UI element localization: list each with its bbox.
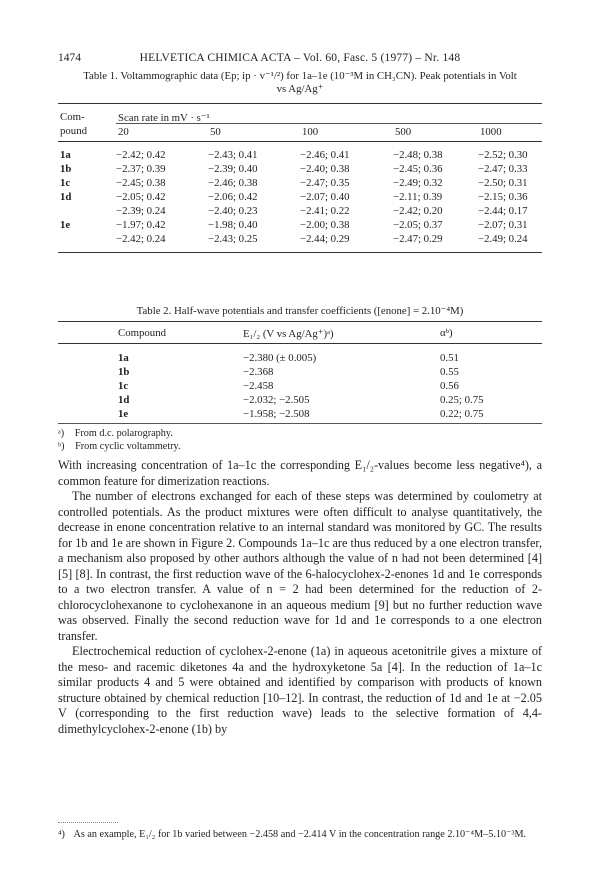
table1-cell: −2.39; 0.24 bbox=[116, 205, 166, 217]
table2-body-rule bbox=[58, 423, 542, 424]
table1-cell: −2.46; 0.38 bbox=[208, 177, 258, 189]
table1-cell: −2.44; 0.17 bbox=[478, 205, 528, 217]
table1-cell: −2.42; 0.42 bbox=[116, 149, 166, 161]
table2-compound-1a: 1a bbox=[118, 352, 129, 364]
page-number: 1474 bbox=[58, 52, 81, 64]
table1-caption bbox=[58, 70, 542, 96]
table2-e12: −2.032; −2.505 bbox=[243, 394, 310, 406]
table2-compound-1c: 1c bbox=[118, 380, 129, 392]
table1-cell: −2.42; 0.20 bbox=[393, 205, 443, 217]
footnote-text: From d.c. polarography. bbox=[74, 428, 173, 439]
table2-alpha: 0.55 bbox=[440, 366, 459, 378]
table2-footnote-a bbox=[58, 428, 173, 439]
table1-compound-1c: 1c bbox=[60, 177, 71, 189]
table2-header-rule bbox=[58, 343, 542, 344]
table1-cell: −2.07; 0.40 bbox=[300, 191, 350, 203]
table2-e12: −2.380 (± 0.005) bbox=[243, 352, 317, 364]
table1-compound-1e: 1e bbox=[60, 219, 71, 231]
table1-scan-rate-1: 50 bbox=[210, 126, 221, 138]
table2-caption: Table 2. Half-wave potentials and transfer coefficients ([enone] = 2.10⁻⁴M) bbox=[136, 305, 464, 317]
table2-header-compound: Compound bbox=[118, 327, 166, 339]
table1-subheader-rule bbox=[116, 123, 542, 124]
table1-cell: −2.42; 0.24 bbox=[116, 233, 166, 245]
page-footnote bbox=[58, 828, 542, 841]
table1-scan-rate-4: 1000 bbox=[480, 126, 502, 138]
table1-cell: −2.49; 0.32 bbox=[393, 177, 443, 189]
paragraph: The number of electrons exchanged for each of these steps was determined by coulometry at controlled potentials. As the product mixtures were often difficult to analyse quantitatively, the decrease in enone concentration relative to an internal standard was monitored by GC. The results for 1b and 1e are shown in Figure 2. Compounds 1a–1c are thus reduced by a one electron transfer, a mechanism also proposed by other authors although the value of n had not been determined [4] [5] [8]. In contrast, the first reduction wave of the 6-halocyclohex-2-enones 1d and 1e corresponds to a two electron transfer. A value of n = 2 had been determined for the reduction of 2-chlorocyclohexanone to cyclohexanone in an aqueous medium [9] but no further reduction wave was observed. Finally the second reduction wave for 1d and 1e corresponds to a one electron transfer. bbox=[58, 489, 542, 643]
table1-cell: −2.37; 0.39 bbox=[116, 163, 166, 175]
table1-cell: −2.07; 0.31 bbox=[478, 219, 528, 231]
table1-caption-line2: vs Ag/Ag⁺ bbox=[276, 83, 324, 95]
table1-compound-1d: 1d bbox=[60, 191, 72, 203]
table1-cell: −2.50; 0.31 bbox=[478, 177, 528, 189]
table2-alpha: 0.56 bbox=[440, 380, 459, 392]
table2-header-alpha: αᵇ) bbox=[440, 327, 453, 339]
table1-cell: −2.06; 0.42 bbox=[208, 191, 258, 203]
table1-cell: −2.15; 0.36 bbox=[478, 191, 528, 203]
table1-cell: −2.45; 0.38 bbox=[116, 177, 166, 189]
footnote-text: As an example, E₁/₂ for 1b varied between −2.458 and −2.414 V in the concentration range 2.10⁻⁴M–5.10⁻³M. bbox=[73, 829, 527, 840]
table2-footnote-b bbox=[58, 441, 181, 452]
table2-e12: −2.458 bbox=[243, 380, 274, 392]
table1-scan-rate-label: Scan rate in mV · s⁻¹ bbox=[118, 112, 210, 124]
table1-cell: −2.00; 0.38 bbox=[300, 219, 350, 231]
table2-alpha: 0.22; 0.75 bbox=[440, 408, 484, 420]
table1-cell: −2.41; 0.22 bbox=[300, 205, 350, 217]
table2-top-rule bbox=[58, 321, 542, 322]
table2-e12: −1.958; −2.508 bbox=[243, 408, 310, 420]
table1-cell: −2.40; 0.23 bbox=[208, 205, 258, 217]
table2-e12: −2.368 bbox=[243, 366, 274, 378]
table2-header-e12: E₁/₂ (V vs Ag/Ag⁺)ᵃ) bbox=[243, 328, 334, 340]
table1-bottom-rule bbox=[58, 252, 542, 253]
table1-cell: −2.11; 0.39 bbox=[393, 191, 443, 203]
table1-cell: −2.47; 0.35 bbox=[300, 177, 350, 189]
table1-compound-1b: 1b bbox=[60, 163, 72, 175]
table1-header-compound-a: Com- bbox=[60, 111, 85, 123]
footnote-separator bbox=[58, 822, 118, 823]
table1-scan-rate-2: 100 bbox=[302, 126, 319, 138]
paragraph: With increasing concentration of 1a–1c the corresponding E₁/₂-values become less negative⁴), a common feature for dimerization reactions. bbox=[58, 458, 542, 488]
table1-header-rule bbox=[58, 141, 542, 142]
table2-alpha: 0.25; 0.75 bbox=[440, 394, 484, 406]
paragraph: Electrochemical reduction of cyclohex-2-enone (1a) in aqueous acetonitrile gives a mixture of the meso- and racemic diketones 4a and the hydroxyketone 5a [4]. In the reduction of 1a–1c similar products 4 and 5 were obtained and identified by comparison with products of known structure obtained by chemical reduction [10–12]. In contrast, the reduction of 1d and 1e at −2.05 V (corresponding to the first reduction wave) leads to the selective formation of 4,4-dimethylcyclohex-2-enone (1b) by bbox=[58, 644, 542, 736]
footnote-mark: ᵇ) bbox=[58, 441, 65, 452]
table1-top-rule bbox=[58, 103, 542, 104]
table1-cell: −2.40; 0.38 bbox=[300, 163, 350, 175]
table1-cell: −2.43; 0.25 bbox=[208, 233, 258, 245]
table2-compound-1d: 1d bbox=[118, 394, 130, 406]
table2-alpha: 0.51 bbox=[440, 352, 459, 364]
table1-cell: −2.05; 0.42 bbox=[116, 191, 166, 203]
table1-caption-line1: Table 1. Voltammographic data (Ep; ip · v⁻¹/²) for 1a–1e (10⁻³M in CH₃CN). Peak potentials in Volt bbox=[83, 70, 517, 82]
table1-cell: −2.47; 0.29 bbox=[393, 233, 443, 245]
table1-cell: −1.97; 0.42 bbox=[116, 219, 166, 231]
footnote-mark: ⁴) bbox=[58, 829, 65, 840]
table2-compound-1b: 1b bbox=[118, 366, 130, 378]
table1-cell: −2.47; 0.33 bbox=[478, 163, 528, 175]
table1-cell: −2.46; 0.41 bbox=[300, 149, 350, 161]
journal-title: HELVETICA CHIMICA ACTA – Vol. 60, Fasc. 5 (1977) – Nr. 148 bbox=[139, 52, 461, 64]
table1-cell: −2.44; 0.29 bbox=[300, 233, 350, 245]
table1-scan-rate-0: 20 bbox=[118, 126, 129, 138]
table2-compound-1e: 1e bbox=[118, 408, 129, 420]
table1-cell: −2.43; 0.41 bbox=[208, 149, 258, 161]
table1-cell: −2.49; 0.24 bbox=[478, 233, 528, 245]
table1-cell: −2.05; 0.37 bbox=[393, 219, 443, 231]
table1-cell: −2.48; 0.38 bbox=[393, 149, 443, 161]
footnote-mark: ᵃ) bbox=[58, 428, 65, 439]
body-text bbox=[58, 458, 542, 737]
table1-cell: −2.39; 0.40 bbox=[208, 163, 258, 175]
table1-cell: −1.98; 0.40 bbox=[208, 219, 258, 231]
table1-scan-rate-3: 500 bbox=[395, 126, 412, 138]
table1-cell: −2.45; 0.36 bbox=[393, 163, 443, 175]
table1-header-compound-b: pound bbox=[60, 125, 87, 137]
table1-compound-1a: 1a bbox=[60, 149, 71, 161]
table1-cell: −2.52; 0.30 bbox=[478, 149, 528, 161]
footnote-text: From cyclic voltammetry. bbox=[75, 441, 181, 452]
